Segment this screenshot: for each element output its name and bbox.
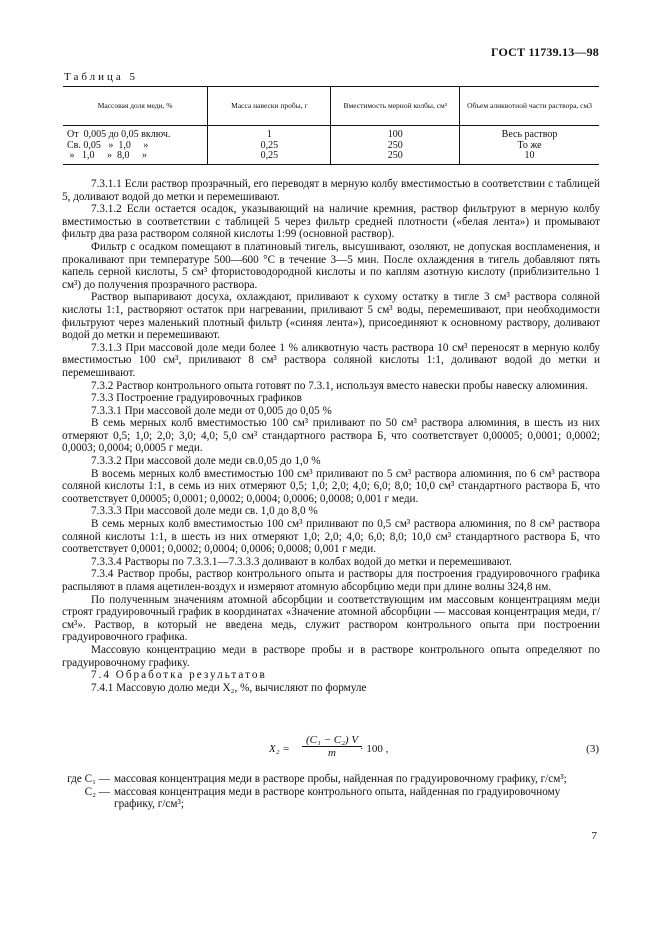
paragraph: В семь мерных колб вместимостью 100 см³ приливают по 50 см³ раствора алюминия, в шесть из них отмеряют 0,5; 1,0; 2,0; 3,0; 4,0; 5,0 см³ стандартного раствора Б, что соответствует 0,00005; 0,0001; 0,0002; 0,0003; 0,0004; 0,0005 г меди. <box>62 417 600 455</box>
table-cell-sample-mass <box>208 126 331 165</box>
subsection-heading: 7.3.3.3 При массовой доле меди св. 1,0 до 8,0 % <box>91 505 318 518</box>
paragraph: Фильтр с осадком помещают в платиновый тигель, высушивают, озоляют, не допуская воспламенения, и прокаливают при температуре 500—600 °С в течение 3—5 мин. После охлаждения в тигель добавляют пять капель серной кислоты, 5 см³ фтористоводородной кислоты и по каплям азотную кислоту (приблизительно 1 см³) до получения прозрачного раствора. <box>62 240 600 291</box>
paragraph: 7.3.1.3 При массовой доле меди более 1 % аликвотную часть раствора 10 см³ переносят в мерную колбу вместимостью 100 см³, приливают 8 см³ раствора соляной кислоты 1:1, доливают водой до метки и перемешивают. <box>62 341 600 379</box>
cell-line: Св. 0,05 » 1,0 » <box>67 139 149 151</box>
table-header-row <box>63 87 599 126</box>
cell-line: 10 <box>524 150 535 161</box>
definition-text: массовая концентрация меди в растворе контрольного опыта, найденная по градуировочному графику, г/см³; <box>114 785 561 811</box>
cell-line: 100 <box>387 129 403 140</box>
equation-number: (3) <box>586 743 599 755</box>
formula-3 <box>62 734 600 768</box>
definition-text: массовая концентрация меди в растворе пробы, найденная по градуировочному графику, г/см³; <box>114 773 567 785</box>
table-caption: Таблица 5 <box>64 71 139 83</box>
table-header-cell: Массовая доля меди, % <box>63 87 208 126</box>
cell-line: 250 <box>387 150 403 161</box>
table-cell-aliquot-volume <box>460 126 599 165</box>
paragraph: 7.3.1.1 Если раствор прозрачный, его переводят в мерную колбу вместимостью в соответствии с таблицей 5, доливают водой до метки и перемешивают. <box>62 178 600 203</box>
paragraph: Массовую концентрацию меди в растворе пробы и в растворе контрольного опыта определяют по градуировочному графику. <box>62 643 600 669</box>
table-cell-flask-volume <box>331 126 460 165</box>
definition-row <box>62 786 600 811</box>
document-header: ГОСТ 11739.13—98 <box>490 45 599 59</box>
table-row <box>63 126 599 165</box>
definition-term: C₂ — <box>84 785 110 798</box>
formula-denominator: m <box>328 747 336 759</box>
table-cell-mass-fraction <box>63 126 208 165</box>
page-number: 7 <box>591 830 597 842</box>
subsection-heading: 7.3.3.2 При массовой доле меди св.0,05 до 1,0 % <box>91 455 321 468</box>
cell-line: 0,25 <box>260 139 279 151</box>
cell-line: » 1,0 » 8,0 » <box>67 150 147 161</box>
paragraph: 7.3.1.2 Если остается осадок, указывающий на наличие кремния, раствор фильтруют в мерную колбу вместимостью в соответствии с таблицей 5 через фильтр средней плотности («белая лента») и промывают фильтр два раза раствором соляной кислоты 1:99 (основной раствор). <box>62 203 600 241</box>
cell-line: От 0,005 до 0,05 включ. <box>67 129 171 140</box>
definition-term: где C₁ — <box>67 773 110 785</box>
formula-numerator: (C₁ − C₂) V <box>302 734 362 747</box>
table-5 <box>63 86 599 165</box>
formula-lhs: X₂ = <box>269 743 290 755</box>
body-text <box>62 178 600 694</box>
paragraph: В семь мерных колб вместимостью 100 см³ приливают по 0,5 см³ раствора алюминия, по 8 см³ раствора соляной кислоты 1:1, в шесть из них отмеряют 1,0; 2,0; 4,0; 6,0; 8,0; 10,0 см³ стандартного раствора Б, что соответствует 0,0001; 0,0002; 0,0004; 0,0006; 0,0008; 0,001 г меди. <box>62 518 600 556</box>
section-heading: 7.4 Обработка результатов <box>91 669 267 682</box>
paragraph: 7.3.3.4 Растворы по 7.3.3.1—7.3.3.3 доливают в колбах водой до метки и перемешивают. <box>91 555 512 568</box>
paragraph: В восемь мерных колб вместимостью 100 см³ приливают по 5 см³ раствора алюминия, по 6 см³ раствора соляной кислоты 1:1, в семь из них отмеряют 0,5; 1,0; 2,0; 4,0; 6,0; 8,0; 10,0 см³ стандартного раствора Б, что соответствует 0,00005; 0,0001; 0,0002; 0,0004; 0,0006; 0,0008; 0,001 г меди. <box>62 467 600 505</box>
cell-line: То же <box>517 139 542 151</box>
formula-fraction <box>302 734 362 759</box>
cell-line: 0,25 <box>260 150 279 161</box>
cell-line: Весь раствор <box>501 129 558 140</box>
formula-rest: · 100 , <box>360 743 389 755</box>
subsection-heading: 7.3.3.1 При массовой доле меди от 0,005 до 0,05 % <box>91 404 332 417</box>
paragraph: По полученным значениям атомной абсорбции и соответствующим им массовым концентрациям меди строят градуировочный график в координатах «Значение атомной абсорбции — массовая концентрация меди, г/см³». Раствор, в который не введена медь, служит раствором контрольного опыта при построении градуировочного графика. <box>62 593 600 644</box>
variable-definitions <box>62 773 600 811</box>
paragraph: 7.4.1 Массовую долю меди X₂, %, вычисляют по формуле <box>91 681 367 694</box>
table-header-cell: Масса навески пробы, г <box>208 87 331 126</box>
section-heading: 7.3.3 Построение градуировочных графиков <box>91 392 302 405</box>
paragraph: 7.3.4 Раствор пробы, раствор контрольного опыта и растворы для построения градуировочного графика распыляют в пламя ацетилен-воздух и измеряют атомную абсорбцию меди при длине волны 324,8 нм. <box>62 568 600 593</box>
table-header-cell: Вместимость мерной колбы, см³ <box>331 87 460 126</box>
cell-line: 250 <box>387 139 403 151</box>
table-header-cell: Объем аликвотной части раствора, см3 <box>460 87 599 126</box>
paragraph: 7.3.2 Раствор контрольного опыта готовят по 7.3.1, используя вместо навески пробы навеску алюминия. <box>91 379 588 392</box>
paragraph: Раствор выпаривают досуха, охлаждают, приливают к сухому остатку в тигле 3 см³ раствора соляной кислоты 1:1, растворяют остаток при нагревании, приливают 5 см³ воды, перемешивают, при необходимости фильтруют через маленький плотный фильтр («синяя лента»), присоединяют к основному раствору, доливают водой до метки и перемешивают. <box>62 291 600 342</box>
cell-line: 1 <box>266 129 272 140</box>
definition-row <box>62 773 600 786</box>
